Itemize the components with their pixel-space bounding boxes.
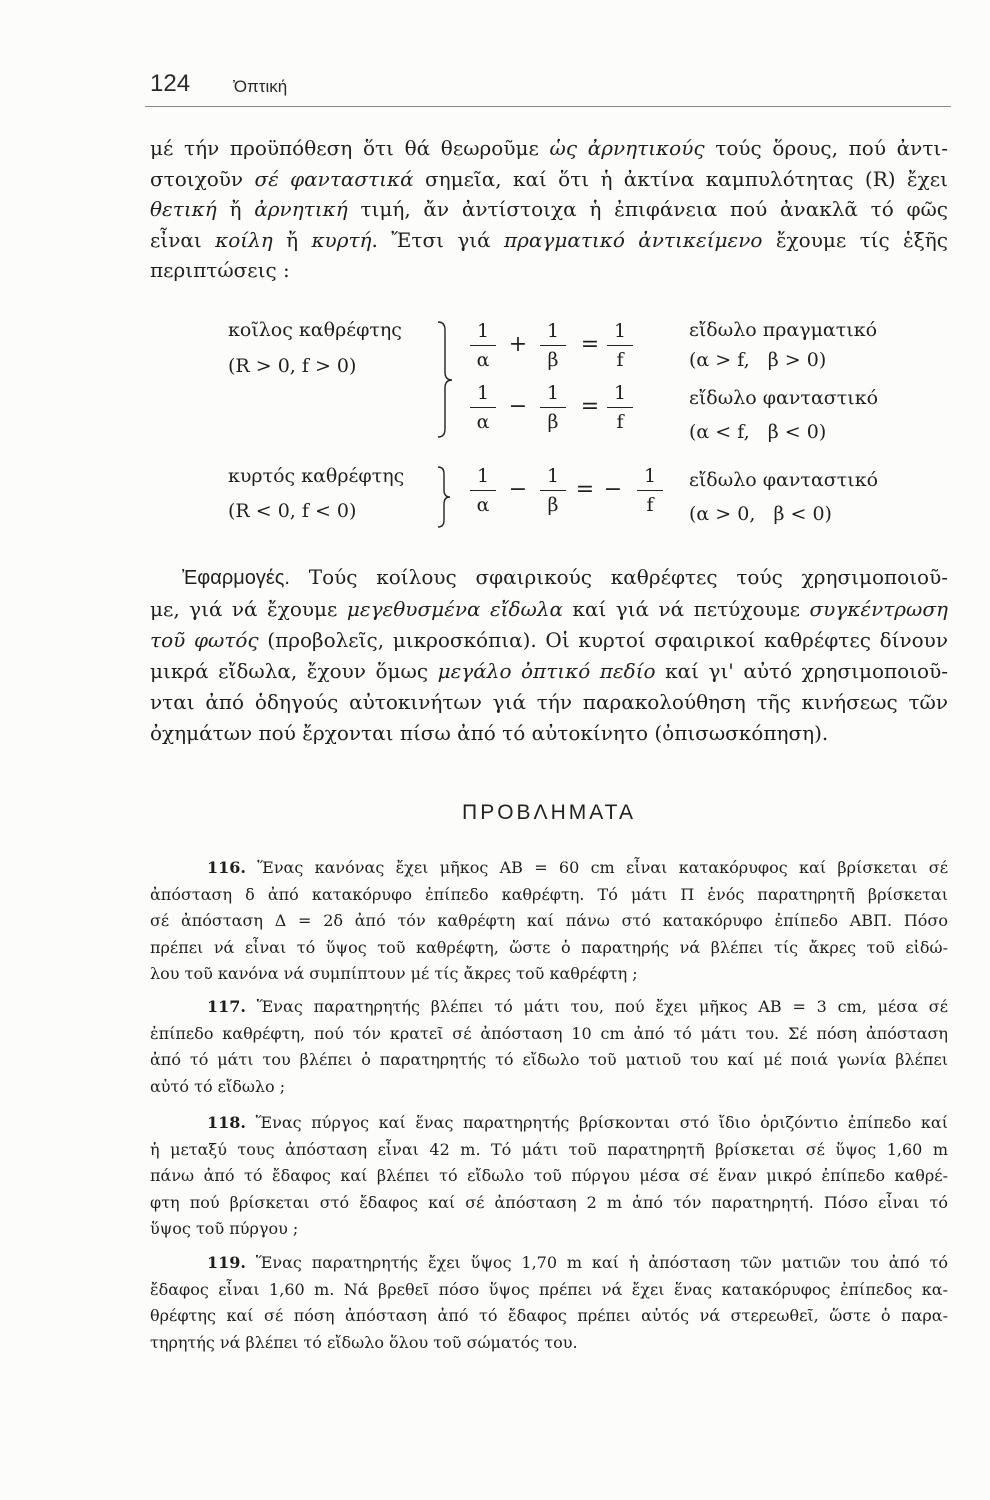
text-line: [150, 1021, 948, 1048]
text-line: [150, 1137, 948, 1164]
text-run: Ἕνας παρατηρητής ἔχει ὕψος 1,70 m καί ἡ ἀπόσταση τῶν ματιῶν του ἀπό τό: [245, 1253, 948, 1272]
fraction-denominator: β: [547, 411, 559, 433]
fraction-bar: [540, 345, 566, 346]
operator: +: [508, 332, 528, 357]
problem-number: 119.: [207, 1253, 246, 1272]
text-run: φτη πού βρίσκεται στό ἔδαφος καί σέ ἀπόσταση 2 m ἀπό τόν παρατηρητή. Πόσο εἶναι τό: [150, 1192, 948, 1212]
intro-paragraph: [150, 133, 948, 286]
fraction-bar: [637, 490, 663, 491]
text-line: [150, 562, 948, 594]
problem-number: 118.: [207, 1113, 246, 1132]
fraction-bar: [470, 407, 496, 408]
fraction-denominator: α: [476, 349, 490, 371]
text-line: [150, 1216, 948, 1243]
text-run: Ἕνας παρατηρητής βλέπει τό μάτι του, πού ἔχει μῆκος ΑΒ = 3 cm, μέσα σέ: [245, 997, 948, 1016]
text-line: [150, 961, 948, 988]
fraction: [540, 319, 566, 372]
emphasized-text: τοῦ φωτός: [150, 628, 259, 652]
problem-117: [150, 994, 948, 1100]
problem-number: 117.: [207, 997, 246, 1016]
text-line: [150, 935, 948, 962]
text-line: [150, 625, 948, 656]
text-run: ὀχημάτων πού ἔρχονται πίσω ἀπό τό αὐτοκίνητο (ὀπισωσκόπηση).: [150, 721, 829, 745]
text-run: περιπτώσεις :: [150, 258, 290, 282]
image-condition: (α < f, β < 0): [689, 421, 827, 443]
fraction: [607, 381, 633, 434]
image-kind-label: εἴδωλο πραγματικό: [689, 319, 878, 341]
fraction-denominator: f: [616, 411, 624, 433]
fraction-denominator: β: [547, 349, 559, 371]
text-run: μέ τήν προϋπόθεση ὅτι θά θεωροῦμε: [150, 136, 550, 160]
fraction-numerator: 1: [643, 465, 657, 487]
text-line: [150, 882, 948, 909]
text-run: με, γιά νά ἔχουμε: [150, 597, 347, 621]
fraction-numerator: 1: [546, 382, 560, 404]
fraction-bar: [540, 490, 566, 491]
text-run: . Ἔτσι γιά: [371, 227, 504, 252]
operator: =: [580, 394, 600, 419]
text-line: [150, 133, 948, 164]
problem-116: [150, 855, 948, 988]
run-in-heading: Ἐφαρμογές.: [182, 567, 290, 589]
text-run: ἤ: [216, 197, 255, 221]
fraction-numerator: 1: [613, 320, 627, 342]
text-run: αὐτό τό εἴδωλο ;: [150, 1076, 286, 1096]
applications-paragraph: [150, 562, 948, 749]
fraction-bar: [470, 345, 496, 346]
text-line: [150, 1250, 948, 1277]
emphasized-text: ὡς ἀρνητικούς: [549, 136, 705, 160]
text-run: (προβολεῖς, μικροσκόπια). Οἱ κυρτοί σφαιρικοί καθρέφτες δίνουν: [258, 628, 948, 652]
text-line: [150, 656, 948, 687]
convex-mirror-label: κυρτός καθρέφτης: [228, 465, 405, 487]
text-line: [150, 1303, 948, 1330]
text-line: [150, 855, 948, 882]
text-line: [150, 994, 948, 1021]
text-run: θρέφτης καί σέ πόση ἀπόσταση ἀπό τό ἔδαφος πρέπει αὐτός νά στερεωθεῖ, ὥστε ὁ παρα-: [150, 1306, 948, 1326]
image-condition: (α > 0, β < 0): [689, 503, 832, 525]
image-kind-label: εἴδωλο φανταστικό: [689, 387, 879, 409]
text-run: ἀπόσταση δ ἀπό κατακόρυφο ἐπίπεδο καθρέφτη. Τό μάτι Π ἑνός παρατηρητῆ βρίσκεται: [150, 884, 948, 904]
text-run: Τούς κοίλους σφαιρικούς καθρέφτες τούς χρησιμοποιοῦ-: [289, 565, 948, 589]
emphasized-text: κοίλη: [215, 227, 273, 252]
fraction: [470, 319, 496, 372]
concave-mirror-condition: (R > 0, f > 0): [228, 355, 357, 377]
text-line: [150, 225, 948, 256]
emphasized-text: θετική: [150, 197, 217, 221]
fraction: [470, 464, 496, 517]
text-line: [150, 1330, 948, 1357]
text-run: εἶναι: [150, 227, 216, 252]
text-run: ἔδαφος εἶναι 1,60 m. Νά βρεθεῖ πόσο ὕψος πρέπει νά ἔχει ἕνας κατακόρυφος ἐπίπεδος κα-: [150, 1279, 948, 1299]
text-run: λου τοῦ κανόνα νά συμπίπτουν μέ τίς ἄκρες τοῦ καθρέφτη ;: [150, 964, 638, 984]
text-run: τιμή, ἄν ἀντίστοιχα ἡ ἐπιφάνεια πού ἀνακλᾶ τό φῶς: [347, 197, 949, 221]
text-run: τούς ὅρους, πού ἀντι-: [704, 136, 948, 160]
fraction-bar: [470, 490, 496, 491]
text-run: στοιχοῦν: [150, 166, 255, 191]
text-line: [150, 718, 948, 749]
text-line: [150, 1277, 948, 1304]
fraction-numerator: 1: [476, 465, 490, 487]
fraction-denominator: f: [616, 349, 624, 371]
text-run: καί γι' αὐτό χρησιμοποιοῦ-: [655, 659, 948, 683]
fraction-bar: [607, 345, 633, 346]
emphasized-text: σέ φανταστικά: [254, 166, 414, 191]
emphasized-text: κυρτή: [311, 227, 372, 252]
fraction: [540, 381, 566, 434]
fraction: [470, 381, 496, 434]
text-run: σημεῖα, καί ὅτι ἡ ἀκτίνα καμπυλότητας (R) ἔχει: [413, 166, 948, 191]
text-run: ἔχουμε τίς ἑξῆς: [762, 227, 948, 252]
page-number: 124: [150, 70, 191, 97]
running-section-title: Ὀπτική: [233, 77, 288, 96]
fraction-denominator: α: [476, 411, 490, 433]
fraction-denominator: α: [476, 494, 490, 516]
text-run: σέ ἀπόσταση Δ = 2δ ἀπό τόν καθρέφτη καί πάνω στό κατακόρυφο ἐπίπεδο ΑΒΠ. Πόσο: [150, 911, 948, 931]
operator: =: [575, 477, 595, 502]
fraction-denominator: β: [547, 494, 559, 516]
operator: −: [508, 394, 528, 419]
fraction-numerator: 1: [613, 382, 627, 404]
text-run: ἡ μεταξύ τους ἀπόσταση εἶναι 42 m. Τό μάτι τοῦ παρατηρητῆ βρίσκεται σέ ὕψος 1,60 m: [150, 1139, 948, 1159]
problems-heading: ΠΡΟΒΛΗΜΑΤΑ: [462, 801, 636, 824]
fraction-denominator: f: [646, 494, 654, 516]
operator: −: [508, 477, 528, 502]
text-line: [150, 594, 948, 625]
fraction: [607, 319, 633, 372]
image-kind-label: εἴδωλο φανταστικό: [689, 469, 879, 491]
text-line: [150, 1190, 948, 1217]
emphasized-text: μεγεθυσμένα εἴδωλα: [346, 597, 564, 621]
text-line: [150, 1047, 948, 1074]
text-line: [150, 1163, 948, 1190]
fraction-bar: [607, 407, 633, 408]
curly-brace: [438, 467, 450, 527]
text-line: [150, 908, 948, 935]
text-run: ἀπό τό μάτι του βλέπει ὁ παρατηρητής τό εἴδωλο τοῦ ματιοῦ του καί μέ ποιά γωνία βλέπει: [150, 1050, 948, 1070]
brace-group: [436, 318, 460, 533]
convex-mirror-condition: (R < 0, f < 0): [228, 500, 357, 522]
text-run: ὕψος τοῦ πύργου ;: [150, 1219, 299, 1239]
emphasized-text: μεγάλο ὀπτικό πεδίο: [437, 659, 656, 683]
curly-brace: [438, 322, 452, 437]
problem-119: [150, 1250, 948, 1356]
text-run: πρέπει νά εἶναι τό ὕψος τοῦ καθρέφτη, ὥστε ὁ παρατηρής νά βλέπει τίς ἄκρες τοῦ εἰδώ-: [150, 937, 948, 957]
text-run: καί γιά νά πετύχουμε: [563, 597, 810, 621]
text-run: ἤ: [272, 227, 312, 252]
fraction-numerator: 1: [476, 320, 490, 342]
text-run: Ἕνας κανόνας ἔχει μῆκος ΑΒ = 60 cm εἶναι κατακόρυφος καί βρίσκεται σέ: [245, 858, 948, 877]
operator: −: [603, 477, 623, 502]
fraction-bar: [540, 407, 566, 408]
emphasized-text: συγκέντρωση: [809, 597, 948, 621]
header-rule: [145, 106, 951, 107]
text-run: Ἕνας πύργος καί ἕνας παρατηρητής βρίσκονται στό ἴδιο ὁριζόντιο ἐπίπεδο καί: [245, 1113, 948, 1132]
emphasized-text: ἀρνητική: [254, 197, 348, 221]
image-condition: (α > f, β > 0): [689, 349, 827, 371]
text-line: [150, 255, 948, 286]
concave-mirror-label: κοῖλος καθρέφτης: [228, 319, 402, 341]
text-line: [150, 1110, 948, 1137]
text-line: [150, 1074, 948, 1101]
fraction-numerator: 1: [476, 382, 490, 404]
fraction-numerator: 1: [546, 465, 560, 487]
text-line: [150, 164, 948, 195]
text-line: [150, 194, 948, 225]
problem-118: [150, 1110, 948, 1243]
fraction: [637, 464, 663, 517]
fraction-numerator: 1: [546, 320, 560, 342]
text-run: πάνω ἀπό τό ἔδαφος καί βλέπει τό εἴδωλο τοῦ πύργου μέσα σέ ἕναν μικρό ἐπίπεδο καθρέ-: [150, 1166, 948, 1186]
emphasized-text: πραγματικό ἀντικείμενο: [503, 227, 763, 252]
text-run: τηρητής νά βλέπει τό εἴδωλο ὅλου τοῦ σώματός του.: [150, 1332, 578, 1352]
fraction: [540, 464, 566, 517]
problem-number: 116.: [207, 858, 246, 877]
text-run: νται ἀπό ὁδηγούς αὐτοκινήτων γιά τήν παρακολούθηση τῆς κινήσεως τῶν: [150, 690, 948, 714]
text-run: μικρά εἴδωλα, ἔχουν ὅμως: [150, 659, 438, 683]
text-run: ἐπίπεδο καθρέφτη, πού τόν κρατεῖ σέ ἀπόσταση 10 cm ἀπό τό μάτι του. Σέ πόση ἀπόσταση: [150, 1023, 948, 1043]
text-line: [150, 687, 948, 718]
operator: =: [580, 332, 600, 357]
